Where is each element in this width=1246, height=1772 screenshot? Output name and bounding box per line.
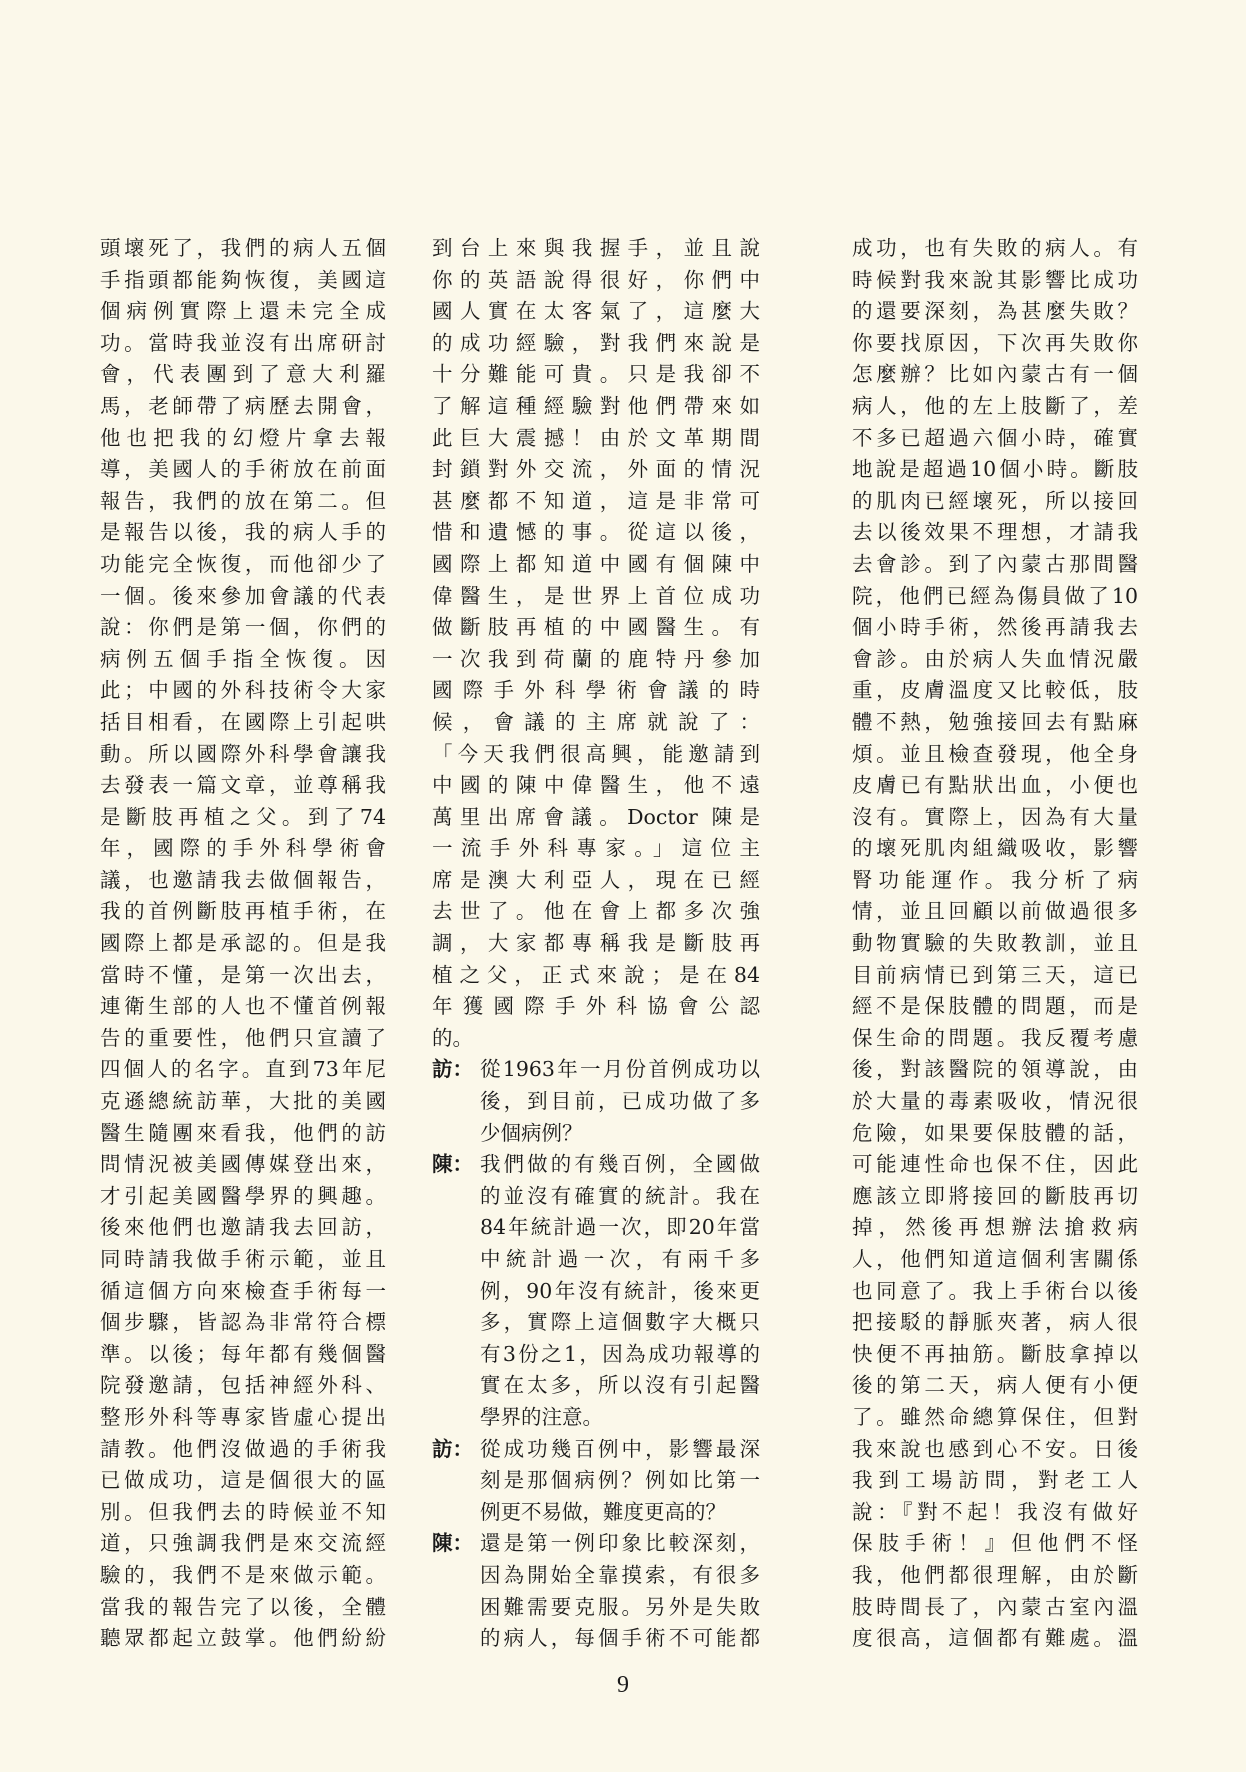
text-line: 你的英語說得很好，你們中 [432, 267, 760, 292]
text-line: 時候對我來說其影響比成功 [852, 267, 1138, 292]
text-line: 惜和遺憾的事。從這以後， [432, 520, 760, 545]
text-line: 一個。後來參加會議的代表 [100, 583, 386, 608]
text-line: 病人，他的左上肢斷了，差 [852, 393, 1138, 418]
text-line: 後，對該醫院的領導說，由 [852, 1057, 1138, 1082]
text-line: 括目相看，在國際上引起哄 [100, 709, 386, 734]
text-line: 道，只強調我們是來交流經 [100, 1531, 386, 1556]
text-line: 調，大家都專稱我是斷肢再 [432, 931, 760, 956]
text-line: 怎麼辦？比如內蒙古有一個 [852, 362, 1138, 387]
text-line: 個病例實際上還未完全成 [100, 299, 386, 324]
text-line: 84年統計過一次，即20年當 [480, 1215, 760, 1240]
text-line: 學界的注意。 [480, 1404, 603, 1429]
text-line: 「今天我們很高興，能邀請到 [432, 741, 760, 766]
text-column-2 [432, 233, 760, 1655]
text-line: 聽眾都起立鼓掌。他們紛紛 [100, 1626, 386, 1651]
text-line: 可能連性命也保不住，因此 [852, 1152, 1138, 1177]
text-line: 去世了。他在會上都多次強 [432, 899, 760, 924]
text-line: 去以後效果不理想，才請我 [852, 520, 1138, 545]
text-column-3 [852, 233, 1138, 1655]
text-line: 腎功能運作。我分析了病 [852, 867, 1138, 892]
text-line: 報告，我們的放在第二。但 [100, 488, 386, 513]
text-line: 去發表一篇文章，並尊稱我 [100, 773, 386, 798]
text-line: 我們做的有幾百例，全國做 [480, 1152, 760, 1177]
text-line: 皮膚已有點狀出血，小便也 [852, 773, 1138, 798]
text-line: 告的重要性，他們只宣讀了 [100, 1025, 386, 1050]
text-line: 病例五個手指全恢復。因 [100, 646, 386, 671]
text-line: 一流手外科專家。」這位主 [432, 836, 760, 861]
text-line: 已做成功，這是個很大的區 [100, 1468, 386, 1493]
text-line: 驗的，我們不是來做示範。 [100, 1562, 386, 1587]
text-line: 院，他們已經為傷員做了10 [852, 583, 1138, 608]
text-line: 經不是保肢體的問題，而是 [852, 994, 1138, 1019]
text-line: 克遜總統訪華，大批的美國 [100, 1089, 386, 1114]
text-line: 同時請我做手術示範，並且 [100, 1247, 386, 1271]
text-line: 體不熱，勉強接回去有點麻 [852, 709, 1138, 734]
text-line: 煩。並且檢查發現，他全身 [852, 741, 1138, 766]
text-line: 的病人，每個手術不可能都 [480, 1626, 760, 1651]
text-line: 說：你們是第一個，你們的 [100, 615, 386, 640]
speaker-label: 訪： [432, 1436, 473, 1461]
text-line: 別。但我們去的時候並不知 [100, 1499, 386, 1524]
text-line: 掉，然後再想辦法搶救病 [852, 1215, 1138, 1240]
text-line: 我的首例斷肢再植手術，在 [100, 899, 386, 924]
text-line: 植之父，正式來說；是在84 [432, 962, 760, 987]
speaker-text [480, 1434, 760, 1529]
text-line: 後來他們也邀請我去回訪， [100, 1215, 386, 1240]
text-line: 應該立即將接回的斷肢再切 [852, 1183, 1138, 1208]
text-line: 年，國際的手外科學術會 [100, 836, 386, 861]
text-line: 萬里出席會議。Doctor 陳是 [432, 804, 760, 829]
text-line: 候，會議的主席就說了： [432, 709, 760, 734]
text-line: 功能完全恢復，而他卻少了 [100, 551, 386, 576]
text-line: 問情況被美國傳媒登出來， [100, 1152, 386, 1177]
speaker-label: 陳： [432, 1531, 473, 1556]
text-line: 整形外科等專家皆虛心提出 [100, 1404, 386, 1429]
text-line: 才引起美國醫學界的興趣。 [100, 1183, 386, 1208]
text-line: 頭壞死了，我們的病人五個 [100, 236, 386, 260]
text-line: 危險，如果要保肢體的話， [852, 1120, 1138, 1145]
text-line: 因為開始全靠摸索，有很多 [480, 1562, 760, 1587]
text-line: 我來說也感到心不安。日後 [852, 1436, 1138, 1461]
text-line: 此巨大震撼！由於文革期間 [432, 425, 760, 450]
text-line: 醫生隨團來看我，他們的訪 [100, 1120, 386, 1145]
text-line: 國際手外科學術會議的時 [432, 678, 760, 703]
text-line: 偉醫生，是世界上首位成功 [432, 583, 760, 608]
text-line: 國際上都知道中國有個陳中 [432, 551, 760, 576]
text-line: 到台上來與我握手，並且說 [432, 236, 760, 260]
text-line: 連衛生部的人也不懂首例報 [100, 994, 386, 1019]
text-line: 當時不懂，是第一次出去， [100, 962, 386, 987]
text-line: 十分難能可貴。只是我卻不 [432, 362, 760, 387]
text-line: 於大量的毒素吸收，情況很 [852, 1089, 1138, 1114]
text-line: 例更不易做，難度更高的？ [480, 1499, 726, 1524]
text-line: 目前病情已到第三天，這已 [852, 962, 1138, 987]
text-line: 動。所以國際外科學會讓我 [100, 741, 386, 766]
text-column-1 [100, 233, 386, 1655]
text-line: 情，並且回顧以前做過很多 [852, 899, 1138, 924]
text-line: 的壞死肌肉組織吸收，影響 [852, 836, 1138, 861]
text-line: 國際上都是承認的。但是我 [100, 931, 386, 956]
speaker-label: 陳： [432, 1152, 473, 1177]
text-line: 做斷肢再植的中國醫生。有 [432, 615, 760, 640]
text-line: 是斷肢再植之父。到了74 [100, 804, 386, 829]
text-line: 個小時手術，然後再請我去 [852, 615, 1138, 640]
text-line: 了解這種經驗對他們帶來如 [432, 393, 760, 418]
text-line: 你要找原因，下次再失敗你 [852, 330, 1138, 355]
text-line: 當我的報告完了以後，全體 [100, 1594, 386, 1619]
text-line: 手指頭都能夠恢復，美國這 [100, 267, 386, 292]
text-line: 快便不再抽筋。斷肢拿掉以 [852, 1341, 1138, 1366]
text-line: 也同意了。我上手術台以後 [852, 1278, 1138, 1303]
text-line: 後，到目前，已成功做了多 [480, 1089, 760, 1114]
text-line: 人，他們知道這個利害關係 [852, 1247, 1138, 1271]
text-line: 席是澳大利亞人，現在已經 [432, 867, 760, 892]
text-line: 中國的陳中偉醫生，他不遠 [432, 773, 760, 798]
text-line: 議，也邀請我去做個報告， [100, 867, 386, 892]
text-line: 成功，也有失敗的病人。有 [852, 236, 1138, 260]
text-line: 此；中國的外科技術令大家 [100, 678, 386, 703]
text-line: 是報告以後，我的病人手的 [100, 520, 386, 545]
text-line: 的還要深刻，為甚麼失敗？ [852, 299, 1138, 324]
text-line: 循這個方向來檢查手術每一 [100, 1278, 386, 1303]
text-line: 一次我到荷蘭的鹿特丹參加 [432, 646, 760, 671]
text-line: 不多已超過六個小時，確實 [852, 425, 1138, 450]
text-line: 沒有。實際上，因為有大量 [852, 804, 1138, 829]
text-line: 院發邀請，包括神經外科、 [100, 1373, 386, 1398]
text-line: 少個病例？ [480, 1120, 583, 1145]
speaker-text [480, 1054, 760, 1149]
text-line: 國人實在太客氣了，這麼大 [432, 299, 760, 324]
text-line: 多，實際上這個數字大概只 [480, 1310, 760, 1335]
text-line: 去會診。到了內蒙古那間醫 [852, 551, 1138, 576]
text-line: 了。雖然命總算保住，但對 [852, 1404, 1138, 1429]
text-line: 說：『對不起！我沒有做好 [852, 1499, 1138, 1524]
text-line: 實在太多，所以沒有引起醫 [480, 1373, 760, 1398]
text-line: 年獲國際手外科協會公認 [432, 994, 760, 1019]
interview-exchange [432, 1054, 760, 1149]
text-line: 度很高，這個都有難處。溫 [852, 1626, 1138, 1651]
text-line: 請教。他們沒做過的手術我 [100, 1436, 386, 1461]
text-line: 的。 [432, 1025, 473, 1050]
text-line: 的成功經驗，對我們來說是 [432, 330, 760, 355]
text-line: 保肢手術！』但他們不怪 [852, 1531, 1138, 1556]
text-line: 會，代表團到了意大利羅 [100, 362, 386, 387]
text-line: 刻是那個病例？例如比第一 [480, 1468, 760, 1493]
text-line: 動物實驗的失敗教訓，並且 [852, 931, 1138, 956]
text-line: 從1963年一月份首例成功以 [480, 1057, 760, 1082]
text-line: 馬，老師帶了病歷去開會， [100, 393, 386, 418]
text-line: 中統計過一次，有兩千多 [480, 1247, 760, 1271]
text-line: 重，皮膚溫度又比較低，肢 [852, 678, 1138, 703]
text-line: 例，90年沒有統計，後來更 [480, 1278, 760, 1303]
text-line: 後的第二天，病人便有小便 [852, 1373, 1138, 1398]
interview-exchange [432, 1149, 760, 1433]
text-line: 功。當時我並沒有出席研討 [100, 330, 386, 355]
text-line: 把接駁的靜脈夾著，病人很 [852, 1310, 1138, 1335]
interview-exchange [432, 1434, 760, 1529]
speaker-text [480, 1528, 760, 1654]
text-line: 導，美國人的手術放在前面 [100, 457, 386, 482]
speaker-text [480, 1149, 760, 1433]
text-line: 他也把我的幻燈片拿去報 [100, 425, 386, 450]
text-line: 我，他們都很理解，由於斷 [852, 1562, 1138, 1587]
text-line: 封鎖對外交流，外面的情況 [432, 457, 760, 482]
text-line: 困難需要克服。另外是失敗 [480, 1594, 760, 1619]
text-line: 的肌肉已經壞死，所以接回 [852, 488, 1138, 513]
text-line: 肢時間長了，內蒙古室內溫 [852, 1594, 1138, 1619]
text-line: 我到工場訪問，對老工人 [852, 1468, 1138, 1493]
interview-exchange [432, 1528, 760, 1654]
text-line: 從成功幾百例中，影響最深 [480, 1436, 760, 1461]
speaker-label: 訪： [432, 1057, 473, 1082]
text-line: 有3份之1，因為成功報導的 [480, 1341, 760, 1366]
text-line: 會診。由於病人失血情況嚴 [852, 646, 1138, 671]
text-line: 還是第一例印象比較深刻， [480, 1531, 760, 1556]
text-line: 保生命的問題。我反覆考慮 [852, 1025, 1138, 1050]
text-line: 準。以後；每年都有幾個醫 [100, 1341, 386, 1366]
text-line: 個步驟，皆認為非常符合標 [100, 1310, 386, 1335]
page-number: 9 [617, 1672, 629, 1698]
text-line: 四個人的名字。直到73年尼 [100, 1057, 386, 1082]
text-line: 的並沒有確實的統計。我在 [480, 1183, 760, 1208]
text-line: 地說是超過10個小時。斷肢 [852, 457, 1138, 482]
text-line: 甚麼都不知道，這是非常可 [432, 488, 760, 513]
